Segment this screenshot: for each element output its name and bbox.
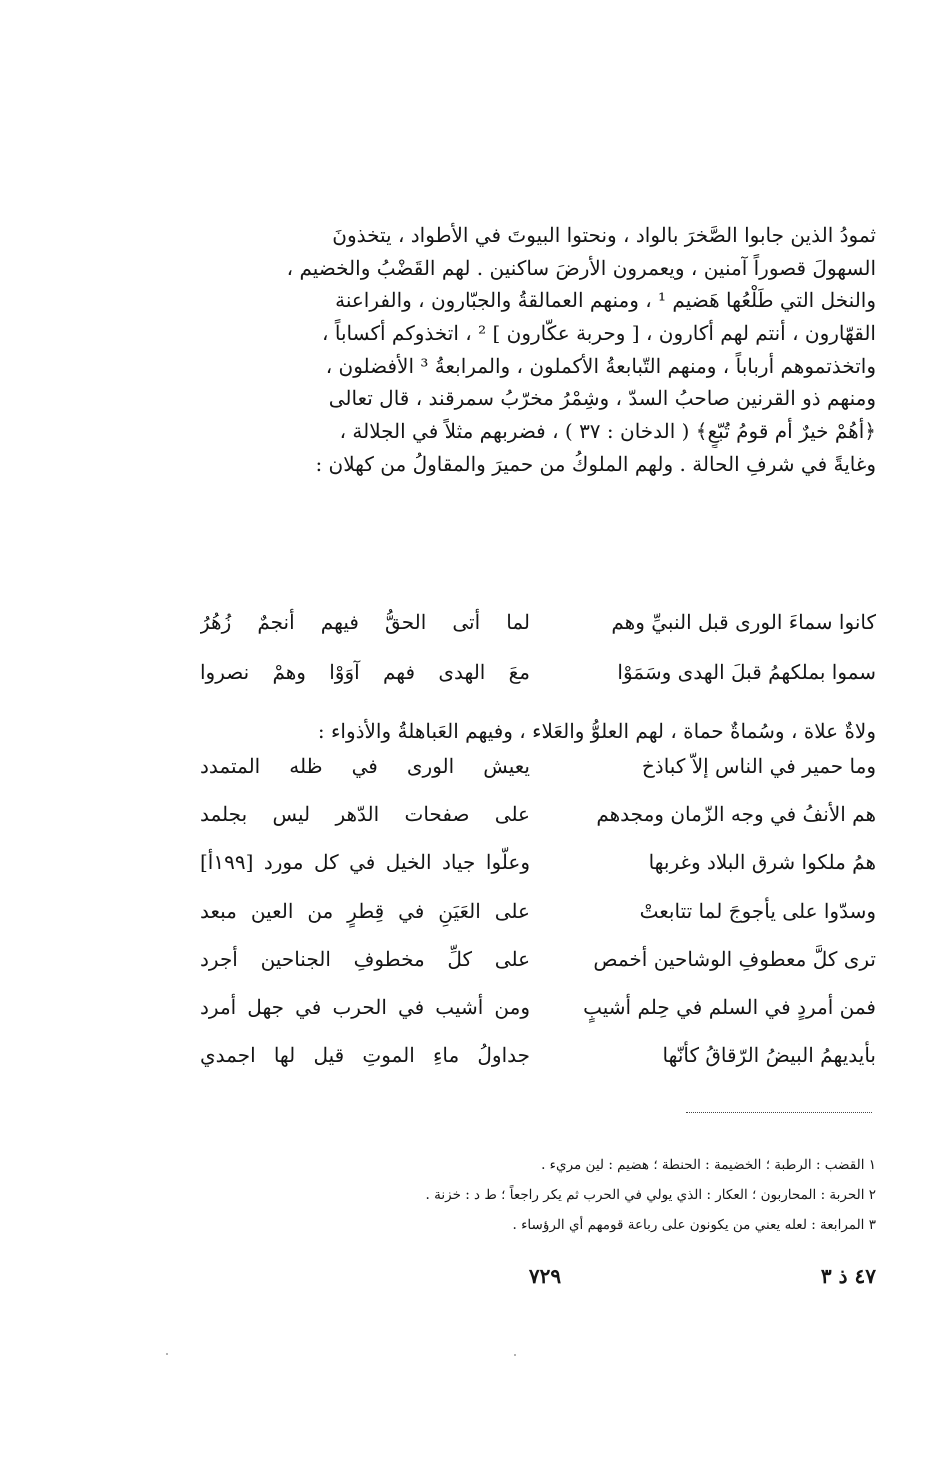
second-hemistich: على صفحات الدّهر ليس بجلمد	[200, 802, 530, 827]
footnotes	[220, 1150, 876, 1240]
page-number: ٧٢٩	[528, 1264, 562, 1288]
first-hemistich: وسدّوا على يأجوجَ لما تتابعتْ	[639, 898, 876, 923]
second-hemistich: معَ الهدى فهم آوَوْا وهمْ نصروا	[200, 660, 530, 684]
second-hemistich: جداولُ ماءِ الموتِ قيل لها اجمدي	[200, 1043, 530, 1068]
verse	[200, 794, 876, 842]
verse	[200, 842, 876, 890]
text-line: ولاةٌ علاة ، وسُماةٌ حماة ، لهم العلوُّ والعَلاء ، وفيهم العَباهلةُ والأذواء :	[317, 719, 876, 743]
text-line: القهّارون ، أنتم لهم أكارون ، [ وحربة عكّارون ] ² ، اتخذوكم أكساباً ،	[322, 321, 876, 346]
text-line: وغايةً في شرفِ الحالة . ولهم الملوكُ من حميرَ والمقاولُ من كهلان :	[315, 451, 876, 476]
verse	[200, 939, 876, 987]
text-line: واتخذتموهم أرباباً ، ومنهم التّبابعةُ الأكملون ، والمرابعةُ ³ الأفضلون ،	[325, 353, 876, 378]
prose-block-1	[196, 219, 876, 481]
first-hemistich: وما حمير في الناس إلاّ كباذخ	[641, 754, 876, 778]
text-line: ومنهم ذو القرنين صاحبُ السدّ ، وشِمْرُ مخرّبُ سمرقند ، قال تعالى	[328, 386, 876, 411]
footnote: ١ القضب : الرطبة ؛ الخضيمة : الحنطة ؛ هضيم : لين مريء .	[541, 1157, 876, 1173]
scan-speck	[514, 1354, 516, 1356]
text-line: ﴿أهُمْ خيرٌ أم قومُ تُبّعٍ﴾ ( الدخان : ٣٧ ) ، فضربهم مثلاً في الجلالة ،	[339, 419, 876, 444]
text-line: ثمودُ الذين جابوا الصَّخرَ بالواد ، ونحتوا البيوتَ في الأطواد ، يتخذونَ	[332, 223, 876, 247]
poem-block-1	[200, 602, 876, 702]
footnote: ٣ المرابعة : لعله يعني من يكونون على رباعة قومهم أي الرؤساء .	[512, 1217, 876, 1233]
prose-block-2	[196, 715, 876, 748]
verse	[200, 891, 876, 939]
footnote-divider	[686, 1112, 872, 1113]
first-hemistich: بأيديهمُ البيضُ الرّقاقُ كأنّها	[662, 1043, 876, 1068]
poem-block-2	[200, 746, 876, 1083]
verse	[200, 652, 876, 702]
footnote: ٢ الحربة : المحاربون ؛ العكار : الذي يولي في الحرب ثم يكر راجعاً ؛ ط د : خزنة .	[425, 1187, 876, 1203]
first-hemistich: فمن أمردٍ في السلم في حِلم أشيبٍ	[583, 994, 876, 1019]
first-hemistich: كانوا سماءَ الورى قبل النبيِّ وهم	[611, 610, 876, 634]
second-hemistich: وعلّوا جياد الخيل في كل مورد [١٩٩أ]	[200, 850, 530, 875]
scan-speck	[166, 1353, 168, 1355]
second-hemistich: يعيش الورى في ظله المتمدد	[200, 754, 530, 778]
text-line: السهولَ قصوراً آمنين ، ويعمرون الأرضَ ساكنين . لهم القَضْبُ والخضيم ،	[286, 255, 876, 280]
second-hemistich: لما أتى الحقُّ فيهم أنجمٌ زُهُرُ	[200, 610, 530, 634]
verse	[200, 746, 876, 794]
first-hemistich: هم الأنفُ في وجه الزّمان ومجدهم	[596, 802, 876, 827]
verse	[200, 602, 876, 652]
first-hemistich: سموا بملكهمُ قبلَ الهدى وسَمَوْا	[617, 660, 876, 684]
verse	[200, 1035, 876, 1083]
second-hemistich: على العَيَنِ في قِطرٍ من العين مبعد	[200, 898, 530, 923]
second-hemistich: ومن أشيب في الحرب في جهل أمرد	[200, 994, 530, 1019]
first-hemistich: همُ ملكوا شرق البلاد وغربها	[648, 850, 876, 875]
second-hemistich: على كلِّ مخطوفِ الجناحين أجرد	[200, 946, 530, 971]
text-line: والنخل التي طَلْعُها هَضيم ¹ ، ومنهم العمالقةُ والجبّارون ، والفراعنة	[335, 288, 876, 313]
first-hemistich: ترى كلَّ معطوفِ الوشاحين أخمص	[593, 946, 876, 971]
verse	[200, 987, 876, 1035]
signature-mark: ٤٧ ذ ٣	[820, 1264, 876, 1288]
